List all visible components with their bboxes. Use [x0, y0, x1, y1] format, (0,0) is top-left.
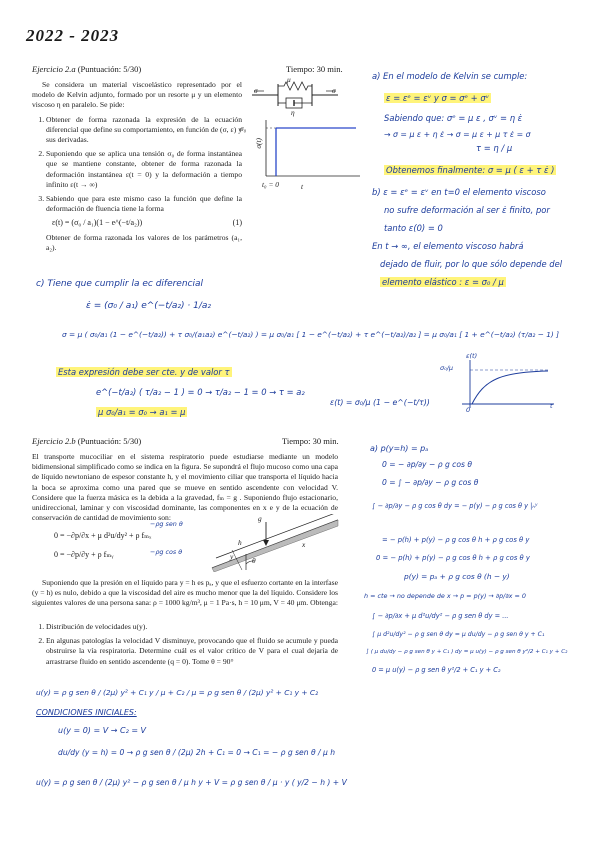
- hand-b-line: dejado de fluir, por lo que sólo depende del: [380, 259, 563, 269]
- constant-condition-highlight: Esta expresión debe ser cte. y de valor τ: [58, 367, 230, 377]
- formula-number: (1): [232, 218, 242, 228]
- hand-a-line: a) En el modelo de Kelvin se cumple:: [372, 71, 528, 81]
- fig-h-label: h: [238, 538, 242, 547]
- hand-2b-result: u(y) = ρ g sen θ / (2μ) y² − ρ g sen θ / μ h y + V = ρ g sen θ / μ · y ( y/2 − h ) + V: [36, 778, 347, 787]
- creep-formula: ε(t) = (σ₀ / a₁)(1 − e^(−t/a₂)): [52, 218, 143, 228]
- exercise-b-items: [32, 622, 338, 671]
- exercise-a-body: [32, 80, 242, 253]
- hand-a-result: [384, 164, 556, 177]
- hand-2b-line: h = cte → no depende de x → p = p(y) → ∂p/∂x = 0: [364, 592, 526, 600]
- fig-theta-label: θ: [252, 556, 256, 565]
- hand-b-line: b) ε = εᵉ = εᵛ en t=0 el elemento viscoso: [372, 187, 546, 197]
- kelvin-relation-highlight: ε = εᵉ = εᵛ y σ = σᵉ + σᵛ: [386, 93, 490, 103]
- exercise-a-title: Ejercicio 2.a: [32, 64, 76, 74]
- hand-2b-bc2: du/dy (y = h) = 0 → ρ g sen θ / (2μ) 2h + C₁ = 0 → C₁ = − ρ g sen θ / μ h: [58, 748, 336, 757]
- exercise-a-header: [32, 64, 141, 74]
- exercise-b-title: Ejercicio 2.b: [32, 436, 76, 446]
- hand-2b-line: = − p(h) + p(y) − ρ g cos θ h + ρ g cos θ y: [382, 536, 530, 544]
- exercise-a-item: 3. Sabiendo que para este mismo caso la función que define la deformación de fluencia tiene la forma: [46, 194, 242, 214]
- hand-2b-line: p(y) = pₐ + ρ g cos θ (h − y): [404, 572, 510, 581]
- strain-graph-t-label: t: [550, 402, 553, 410]
- eq-note-x: −ρg sen θ: [150, 520, 183, 528]
- strain-graph-level-label: σ₀/μ: [440, 364, 454, 372]
- exercise-b-item: 2. En algunas patologías la velocidad V disminuye, provocando que el fluido se acumule y pueda obstruirse la vía respiratoria. Determine cuál es el valor crítico de V para el cual dejaría de arrastrarse fluido en sentido ascendente (q = 0). Tome θ = 90°: [46, 636, 338, 667]
- hand-a-line: Sabiendo que: σᵉ = μ ε , σᵛ = η ε̇: [384, 113, 523, 123]
- hand-c-line: e^(−t/a₂) ( τ/a₂ − 1 ) = 0 → τ/a₂ − 1 = 0 → τ = a₂: [96, 387, 305, 397]
- hand-b-line: [380, 276, 506, 289]
- elastic-result-highlight: elemento elástico : ε = σ₀ / μ: [382, 277, 504, 287]
- hand-c-line: ε̇ = (σ₀ / a₁) e^(−t/a₂) · 1/a₂: [86, 301, 211, 311]
- hand-b-line: En t → ∞, el elemento viscoso habrá: [372, 241, 524, 251]
- hand-b-line: no sufre deformación al ser ε̇ finito, por: [384, 205, 550, 215]
- hand-2b-line: ∫ − ∂p/∂x + μ d²u/dy² − ρ g sen θ dy = ...: [372, 612, 509, 620]
- exercise-b-time: Tiempo: 30 min.: [282, 436, 339, 446]
- hand-2b-line: a) p(y=h) = pₐ: [370, 444, 429, 453]
- label-mu: μ: [287, 75, 291, 84]
- exercise-a-outro: Obtener de forma razonada los valores de los parámetros (a₁, a₂).: [46, 232, 242, 252]
- graph-sigma0-label: σ₀: [240, 124, 247, 133]
- fig-x-label: x: [302, 540, 306, 549]
- exercise-b-intro: El transporte mucociliar en el sistema respiratorio puede estudiarse mediante un modelo bidimensional simplificado como se indica en la figura. Se supondrá el flujo mucoso como una capa de líquido newtoniano de espesor constante h, y el movimiento ciliar que transporta el líquido hacia la boca se aproxima como una pared que se mueve en sentido ascendente con velocidad V. Considere que la fuerza másica es la debida a la gravedad, fₘ = g . Suponiendo flujo estacionario, unidireccional, laminar y con viscosidad dominante, las componentes en x e y de la ecuación de conservación de cantidad de movimiento son:: [32, 452, 338, 523]
- exercise-b-item: 1. Distribución de velocidades u(y).: [46, 622, 338, 632]
- graph-t-label: t: [301, 182, 304, 191]
- hand-2b-velocity: u(y) = ρ g sen θ / (2μ) y² + C₁ y / μ + C₂ / μ = ρ g sen θ / (2μ) y² + C₁ y + C₂: [36, 688, 319, 697]
- eq-note-y: −ρg cos θ: [150, 548, 183, 556]
- hand-2b-line: 0 = − p(h) + p(y) − ρ g cos θ h + ρ g cos θ y: [376, 554, 530, 562]
- stress-step-graph: [252, 118, 362, 180]
- hand-2b-bc1: u(y = 0) = V → C₂ = V: [58, 726, 147, 735]
- hand-2b-line: 0 = μ u(y) − ρ g sen θ y²/2 + C₁ y + C₂: [372, 666, 501, 674]
- momentum-eq-x: 0 = −∂p/∂x + μ d²u/dy² + ρ fₘₓ: [54, 531, 152, 540]
- fig-y-label: y: [230, 552, 234, 561]
- exercise-b-header: [32, 436, 141, 446]
- label-sigma-left: σ: [254, 86, 258, 95]
- hand-c-line: c) Tiene que cumplir la ec diferencial: [36, 279, 204, 289]
- hand-a-line: Obtenemos finalmente: σ = μ ( ε + τ ε̇ ): [386, 165, 555, 175]
- page-title: 2022 - 2023: [26, 26, 120, 45]
- label-eta: η: [291, 108, 295, 117]
- hand-2b-line: 0 = ∫ − ∂p/∂y − ρ g cos θ: [382, 478, 479, 487]
- hand-c-line: [56, 366, 232, 379]
- hand-b-line: tanto ε(0) = 0: [384, 223, 443, 233]
- exercise-a-score: (Puntuación: 5/30): [77, 64, 142, 74]
- momentum-eq-y: 0 = −∂p/∂y + ρ fₘᵧ: [54, 550, 114, 559]
- exercise-a-item: 1. Obtener de forma razonada la expresión de la ecuación diferencial que define su comportamiento, en función de (σ, ε) y sus derivadas.: [46, 115, 242, 146]
- hand-2b-conditions: CONDICIONES INICIALES:: [36, 708, 137, 717]
- kelvin-model-diagram: [250, 78, 340, 112]
- strain-graph-y-label: ε(t): [466, 352, 478, 360]
- exercise-a-time: Tiempo: 30 min.: [286, 64, 343, 74]
- exercise-b-score: (Puntuación: 5/30): [77, 436, 142, 446]
- exercise-a-intro: Se considera un material viscoelástico representado por el modelo de Kelvin adjunto, formado por un resorte μ y un elemento viscoso η en paralelo. Se pide:: [32, 80, 242, 110]
- hand-2b-line: ∫ ( μ du/dy − ρ g sen θ y + C₁ ) dy = μ u(y) − ρ g sen θ y²/2 + C₁ y + C₂: [366, 649, 568, 655]
- label-sigma-right: σ: [332, 86, 336, 95]
- hand-2b-line: ∫ − ∂p/∂y − ρ g cos θ dy = − p(y) − ρ g cos θ y |ₕʸ: [372, 502, 538, 510]
- strain-graph-zero-label: 0: [466, 406, 471, 414]
- fig-g-label: g: [258, 514, 262, 523]
- hand-c-line: ε(t) = σ₀/μ (1 − e^(−t/τ)): [330, 398, 430, 407]
- mucociliary-flow-figure: [206, 514, 346, 572]
- strain-curve-graph: [450, 356, 560, 412]
- hand-a-line: τ = η / μ: [476, 143, 513, 153]
- graph-t0-label: t₀ = 0: [262, 180, 280, 189]
- hand-2b-line: ∫ μ d²u/dy² − ρ g sen θ dy = μ du/dy − ρ g sen θ y + C₁: [372, 631, 545, 638]
- a1-result-highlight: μ σ₀/a₁ = σ₀ → a₁ = μ: [98, 407, 186, 417]
- hand-2b-line: 0 = − ∂p/∂y − ρ g cos θ: [382, 460, 473, 469]
- hand-c-line: [96, 406, 187, 419]
- exercise-b-para2: Suponiendo que la presión en el líquido para y = h es pₐ, y que el esfuerzo cortante en la interfase (y = h) es nulo, debido a que la viscosidad del aire es mucho menor que la del líquido. Considere los siguientes valores de una persona sana: ρ = 1000 kg/m³, μ = 1 Pa·s, h = 10 μm, V = 40 μm. Obtenga:: [32, 578, 338, 608]
- exercise-a-item: 2. Suponiendo que se aplica una tensión σ₀ de forma instantánea que se mantiene constante, obtener de forma razonada la deformación instantánea ε(t = 0) y la deformación a tiempo infinito ε(t → ∞): [46, 149, 242, 190]
- hand-a-line: [384, 92, 491, 105]
- hand-a-line: → σ = μ ε + η ε̇ → σ = μ ε + μ τ ε̇ = σ: [384, 130, 531, 139]
- graph-y-axis-label: σ(t): [254, 138, 263, 149]
- hand-c-line: σ = μ ( σ₀/a₁ (1 − e^(−t/a₂)) + τ σ₀/(a₁a₂) e^(−t/a₂) ) = μ σ₀/a₁ [ 1 − e^(−t/a₂) + τ e^(−t/a₂)/a₂ ] = μ σ₀/a₁ [ 1 + e^(−t/a₂) (τ/a₂ − 1) ]: [62, 330, 560, 339]
